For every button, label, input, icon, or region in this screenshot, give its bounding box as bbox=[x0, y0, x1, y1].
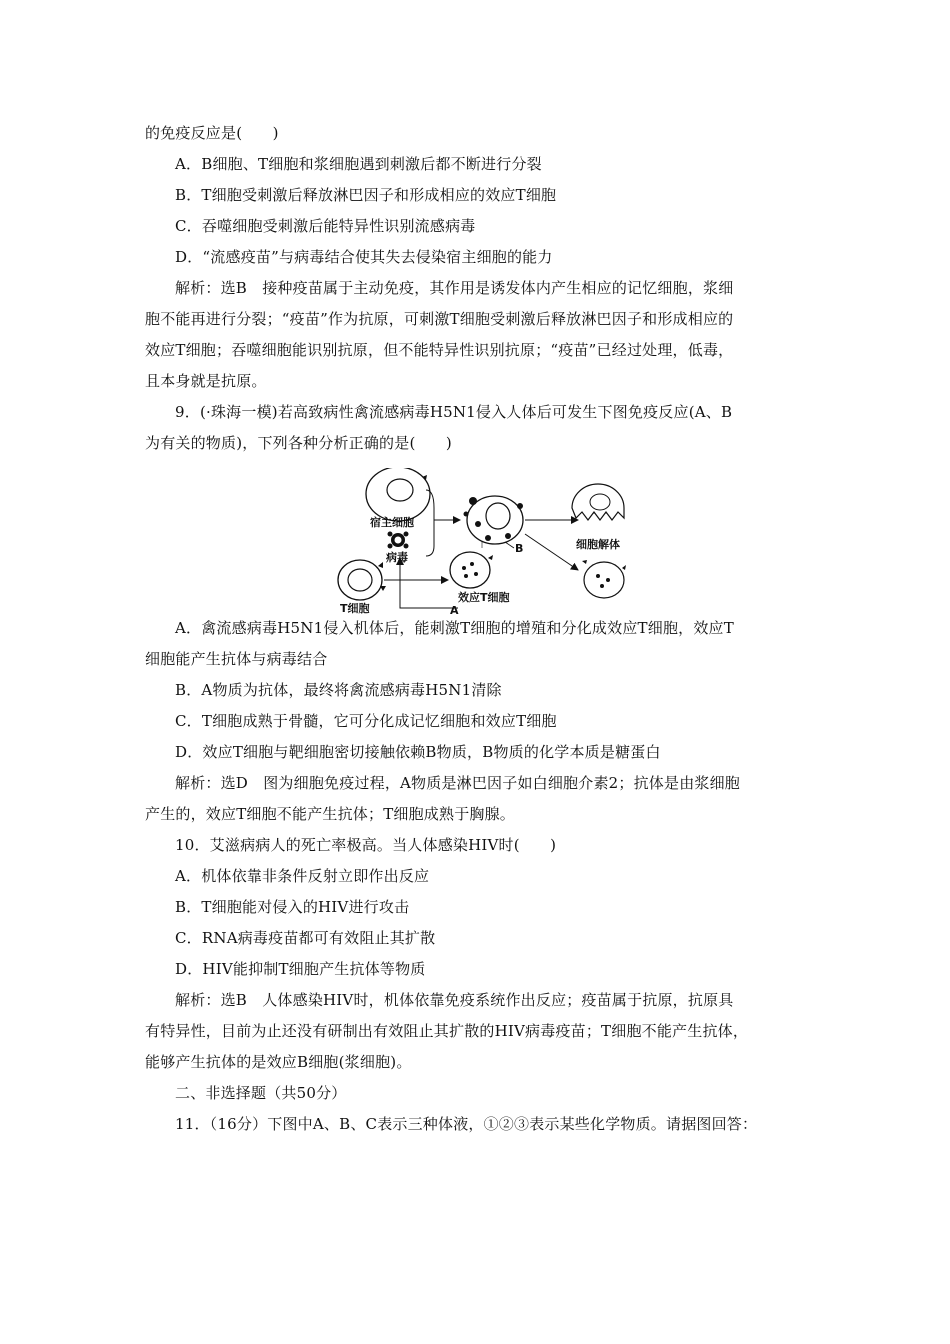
host-cell-shape bbox=[366, 468, 430, 521]
cell-lysis-label: 细胞解体 bbox=[576, 538, 620, 551]
text-line: 的免疫反应是( ) bbox=[145, 124, 279, 142]
q9-option-d: D．效应T细胞与靶细胞密切接触依赖B物质，B物质的化学本质是糖蛋白 bbox=[175, 743, 661, 761]
question-11: 11．（16分）下图中A、B、C表示三种体液，①②③表示某些化学物质。请据图回答： bbox=[175, 1115, 758, 1133]
option-a: A．B细胞、T细胞和浆细胞遇到刺激后都不断进行分裂 bbox=[175, 155, 542, 173]
section-heading: 二、非选择题（共50分） bbox=[175, 1084, 347, 1102]
analysis-text: 产生的，效应T细胞不能产生抗体；T细胞成熟于胸腺。 bbox=[145, 805, 516, 823]
option-c: C．吞噬细胞受刺激后能特异性识别流感病毒 bbox=[175, 217, 476, 235]
virus-icon bbox=[388, 532, 409, 549]
effector-t-cell-label: 效应T细胞 bbox=[458, 591, 510, 604]
q10-option-c: C．RNA病毒疫苗都可有效阻止其扩散 bbox=[175, 929, 436, 947]
infected-cell-shape bbox=[464, 496, 524, 544]
question-9: 9．(·珠海一模)若高致病性禽流感病毒H5N1侵入人体后可发生下图免疫反应(A、B bbox=[175, 403, 733, 421]
analysis-text: 且本身就是抗原。 bbox=[145, 372, 267, 390]
option-b: B．T细胞受刺激后释放淋巴因子和形成相应的效应T细胞 bbox=[175, 186, 557, 204]
question-10: 10．艾滋病病人的死亡率极高。当人体感染HIV时( ) bbox=[175, 836, 557, 854]
analysis-text: 解析：选D 图为细胞免疫过程，A物质是淋巴因子如白细胞介素2；抗体是由浆细胞 bbox=[175, 774, 741, 792]
label-a: A bbox=[450, 604, 459, 616]
lysed-cell-shape bbox=[572, 484, 624, 520]
host-cell-label: 宿主细胞 bbox=[370, 516, 414, 529]
analysis-text: 胞不能再进行分裂；“疫苗”作为抗原，可刺激T细胞受刺激后释放淋巴因子和形成相应的 bbox=[145, 310, 734, 328]
effector-t-cell-shape bbox=[450, 552, 493, 588]
question-9: 为有关的物质)，下列各种分析正确的是( ) bbox=[145, 434, 452, 452]
label-b: B bbox=[515, 542, 524, 555]
q9-option-a: 细胞能产生抗体与病毒结合 bbox=[145, 650, 328, 668]
q10-option-d: D．HIV能抑制T细胞产生抗体等物质 bbox=[175, 960, 426, 978]
t-cell-shape bbox=[338, 560, 386, 600]
q9-option-a: A．禽流感病毒H5N1侵入机体后，能刺激T细胞的增殖和分化成效应T细胞，效应T bbox=[175, 619, 734, 637]
option-d: D．“流感疫苗”与病毒结合使其失去侵染宿主细胞的能力 bbox=[175, 248, 553, 266]
effector-cell-shape bbox=[582, 560, 626, 598]
analysis-text: 解析：选B 接种疫苗属于主动免疫，其作用是诱发体内产生相应的记忆细胞，浆细 bbox=[175, 279, 734, 297]
analysis-text: 解析：选B 人体感染HIV时，机体依靠免疫系统作出反应；疫苗属于抗原，抗原具 bbox=[175, 991, 734, 1009]
analysis-text: 有特异性，目前为止还没有研制出有效阻止其扩散的HIV病毒疫苗；T细胞不能产生抗体， bbox=[145, 1022, 749, 1040]
q10-option-b: B．T细胞能对侵入的HIV进行攻击 bbox=[175, 898, 410, 916]
q9-option-b: B．A物质为抗体，最终将禽流感病毒H5N1清除 bbox=[175, 681, 502, 699]
t-cell-label: T细胞 bbox=[340, 602, 370, 615]
immune-response-diagram bbox=[330, 468, 630, 616]
analysis-text: 能够产生抗体的是效应B细胞(浆细胞)。 bbox=[145, 1053, 412, 1071]
q9-option-c: C．T细胞成熟于骨髓，它可分化成记忆细胞和效应T细胞 bbox=[175, 712, 557, 730]
q10-option-a: A．机体依靠非条件反射立即作出反应 bbox=[175, 867, 430, 885]
analysis-text: 效应T细胞；吞噬细胞能识别抗原，但不能特异性识别抗原；“疫苗”已经过处理，低毒， bbox=[145, 341, 734, 359]
virus-label: 病毒 bbox=[386, 551, 408, 564]
